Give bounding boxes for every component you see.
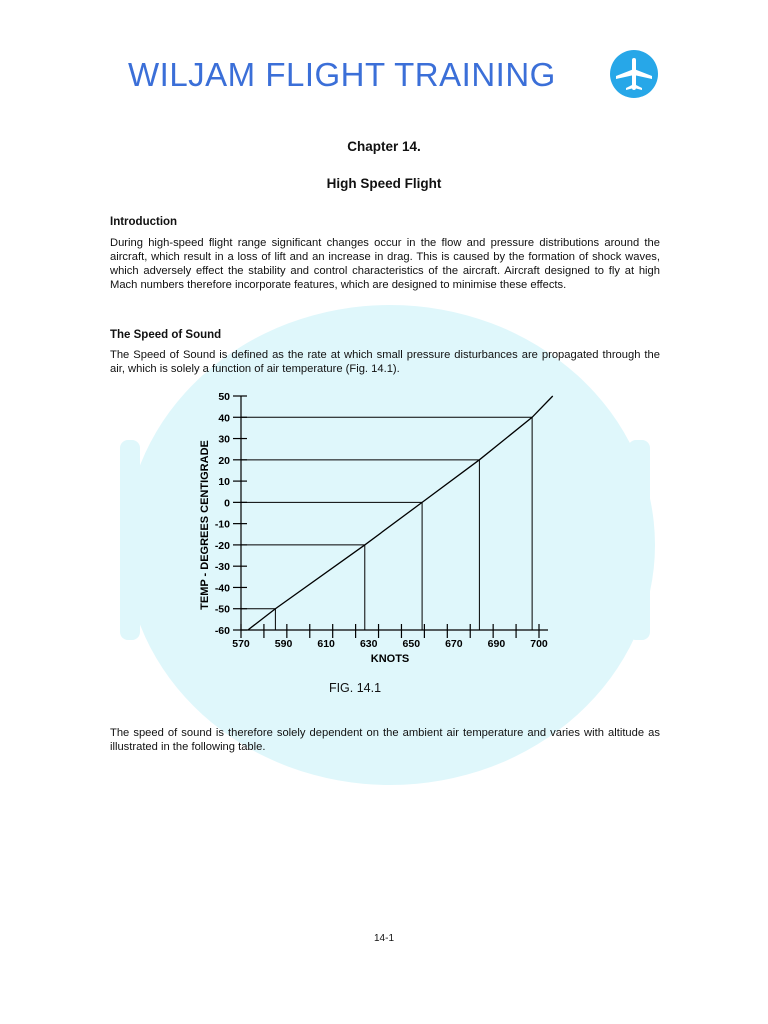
- y-tick-label: -30: [214, 561, 230, 574]
- chapter-title: High Speed Flight: [326, 176, 442, 191]
- x-tick-label: 690: [487, 638, 506, 650]
- section-body-speed-of-sound: The Speed of Sound is defined as the rate at which small pressure disturbances are propagated through the air, which is solely a function of air temperature (Fig. 14.1).: [110, 349, 660, 375]
- x-tick-label: 670: [445, 638, 463, 650]
- y-tick-label: 20: [218, 454, 230, 467]
- section-body-introduction: During high-speed flight range significant changes occur in the flow and pressure distributions around the aircraft, which result in a loss of lift and an increase in drag. This is caused by the formation of shock waves, which adversely effect the stability and control characteristics of the aircraft. Aircraft designed to fly at high Mach numbers therefore incorporate features, which are designed to minimise these effects.: [110, 237, 660, 291]
- y-tick-label: -10: [214, 518, 230, 531]
- speed-of-sound-chart: [190, 385, 570, 670]
- x-tick-label: 610: [317, 638, 335, 650]
- figure-caption: FIG. 14.1: [328, 681, 382, 695]
- speed-of-sound-curve: [248, 396, 553, 630]
- y-tick-label: 10: [218, 476, 230, 489]
- brand-title: WILJAM FLIGHT TRAINING: [128, 56, 556, 93]
- airplane-icon: [610, 50, 658, 98]
- y-tick-label: -60: [214, 625, 230, 637]
- y-tick-label: 0: [224, 497, 230, 510]
- x-tick-label: 630: [359, 638, 378, 650]
- y-axis-title: TEMP - DEGREES CENTIGRADE: [199, 440, 211, 610]
- page-number: 14-1: [373, 933, 394, 944]
- x-tick-label: 570: [232, 638, 250, 650]
- x-tick-label: 650: [402, 638, 421, 650]
- section-heading-introduction: Introduction: [110, 216, 178, 228]
- section-heading-speed-of-sound: The Speed of Sound: [110, 329, 222, 341]
- x-axis-title: KNOTS: [370, 653, 410, 665]
- y-tick-label: -40: [214, 582, 230, 595]
- y-tick-label: 50: [218, 391, 230, 403]
- y-tick-label: -50: [214, 603, 230, 616]
- y-tick-label: -20: [214, 539, 230, 552]
- x-tick-label: 590: [274, 638, 293, 650]
- x-tick-label: 700: [530, 638, 548, 650]
- y-tick-label: 30: [218, 433, 230, 446]
- y-tick-label: 40: [218, 412, 230, 425]
- closing-paragraph: The speed of sound is therefore solely dependent on the ambient air temperature and varies with altitude as illustrated in the following table.: [110, 727, 660, 753]
- chapter-number: Chapter 14.: [347, 139, 421, 154]
